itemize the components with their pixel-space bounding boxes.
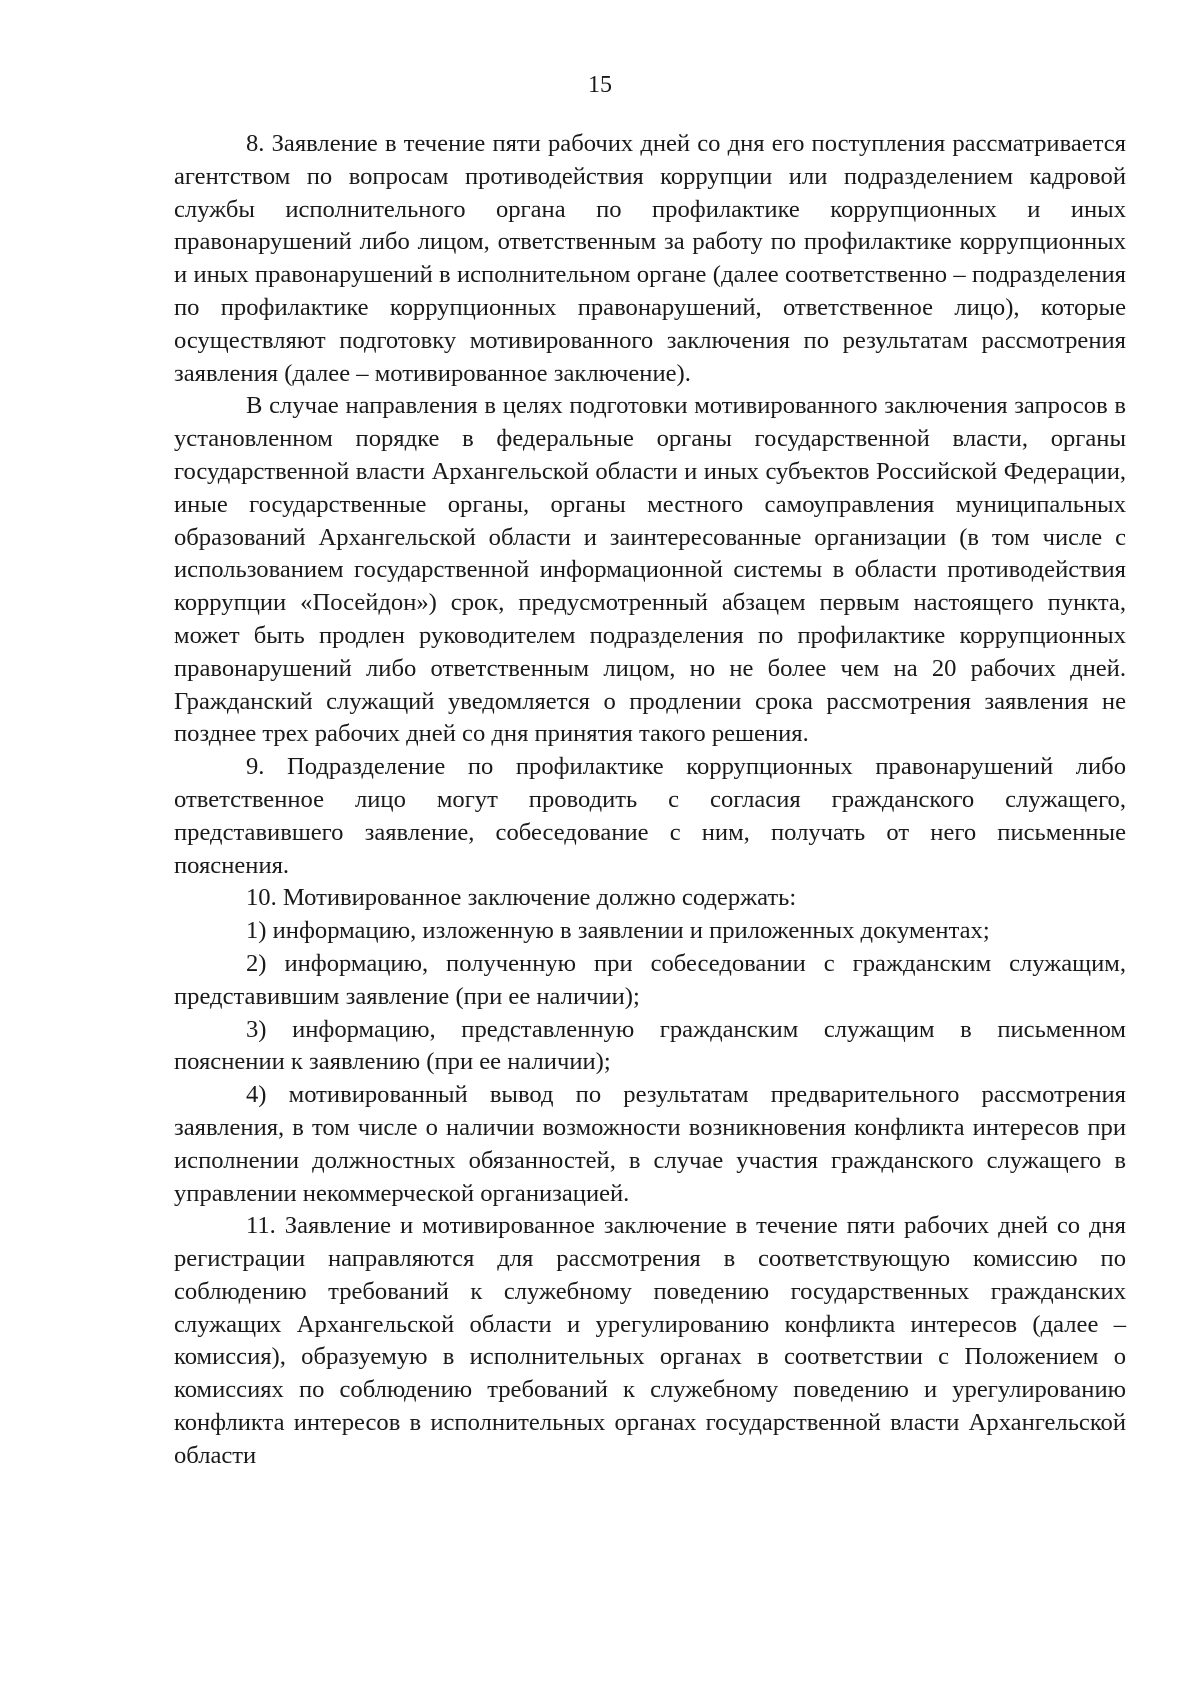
paragraph-p10-3: 3) информацию, представленную гражданским служащим в письменном пояснении к заявлению (при ее наличии); — [174, 1015, 1126, 1076]
paragraph-p9: 9. Подразделение по профилактике коррупционных правонарушений либо ответственное лицо могут проводить с согласия гражданского служащего, представившего заявление, собеседование с ним, получать от него письменные пояснения. — [174, 753, 1126, 879]
paragraph-p10: 10. Мотивированное заключение должно содержать: — [246, 884, 797, 912]
paragraph-p8: 8. Заявление в течение пяти рабочих дней со дня его поступления рассматривается агентством по вопросам противодействия коррупции или подразделением кадровой службы исполнительного органа по профилактике коррупционных и иных правонарушений либо лицом, ответственным за работу по профилактике коррупционных и иных правонарушений в исполнительном органе (далее соответственно – подразделения по профилактике коррупционных правонарушений, ответственное лицо), которые осуществляют подготовку мотивированного заключения по результатам рассмотрения заявления (далее – мотивированное заключение). — [174, 130, 1126, 387]
page-number: 15 — [588, 72, 612, 98]
paragraph-p10-4: 4) мотивированный вывод по результатам предварительного рассмотрения заявления, в том числе о наличии возможности возникновения конфликта интересов при исполнении должностных обязанностей, в случае участия гражданского служащего в управлении некоммерческой организацией. — [174, 1081, 1126, 1207]
paragraph-p11: 11. Заявление и мотивированное заключение в течение пяти рабочих дней со дня регистрации направляются для рассмотрения в соответствующую комиссию по соблюдению требований к служебному поведению государственных гражданских служащих Архангельской области и урегулированию конфликта интересов (далее – комиссия), образуемую в исполнительных органах в соответствии с Положением о комиссиях по соблюдению требований к служебному поведению и урегулированию конфликта интересов в исполнительных органах государственной власти Архангельской области — [174, 1212, 1126, 1469]
document-body — [174, 128, 1126, 1473]
paragraph-p10-2: 2) информацию, полученную при собеседовании с гражданским служащим, представившим заявление (при ее наличии); — [174, 949, 1126, 1010]
paragraph-p10-1: 1) информацию, изложенную в заявлении и приложенных документах; — [246, 917, 990, 945]
paragraph-p8-2: В случае направления в целях подготовки мотивированного заключения запросов в установленном порядке в федеральные органы государственной власти, органы государственной власти Архангельской области и иных субъектов Российской Федерации, иные государственные органы, органы местного самоуправления муниципальных образований Архангельской области и заинтересованные организации (в том числе с использованием государственной информационной системы в области противодействия коррупции «Посейдон») срок, предусмотренный абзацем первым настоящего пункта, может быть продлен руководителем подразделения по профилактике коррупционных правонарушений либо ответственным лицом, но не более чем на 20 рабочих дней. Гражданский служащий уведомляется о продлении срока рассмотрения заявления не позднее трех рабочих дней со дня принятия такого решения. — [174, 392, 1126, 748]
